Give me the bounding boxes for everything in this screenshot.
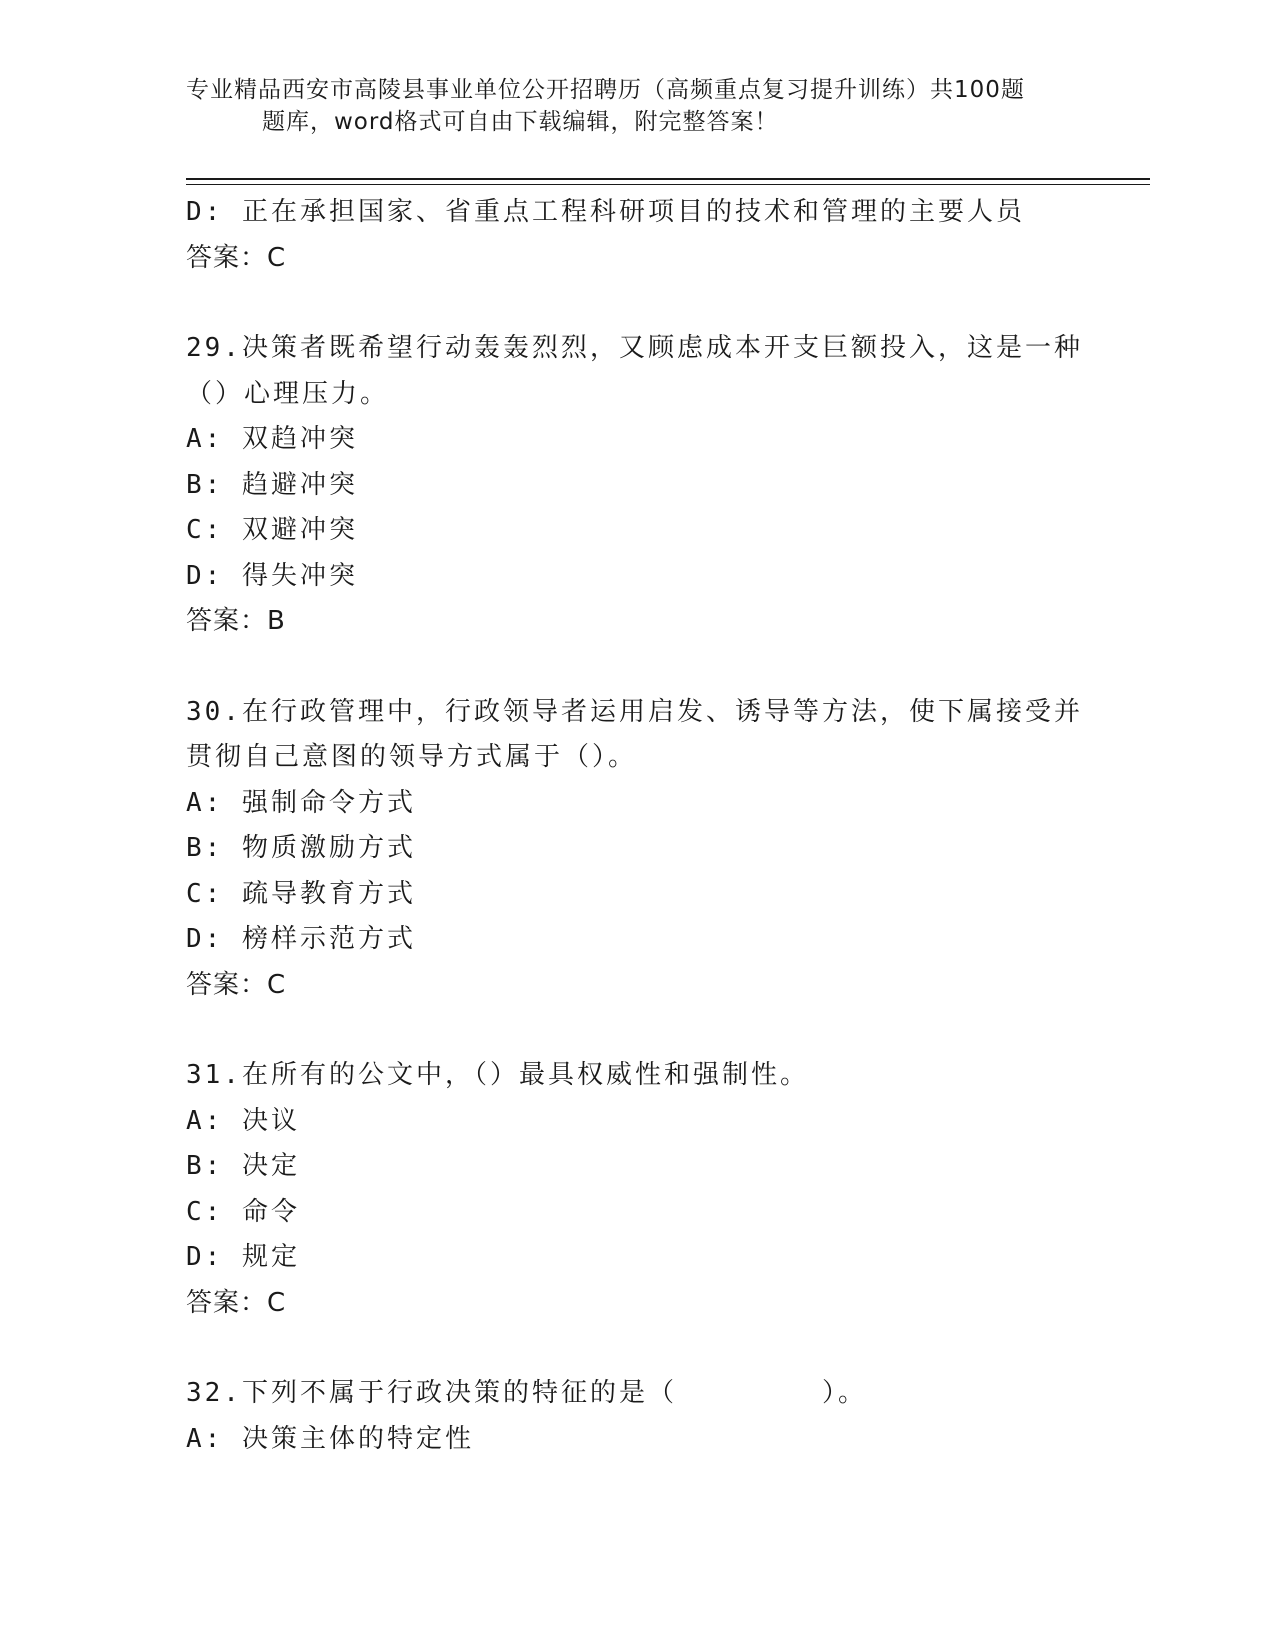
option-c: C: 疏导教育方式 (186, 878, 416, 909)
option-c: C: 双避冲突 (186, 515, 358, 545)
question-29 (186, 326, 1086, 645)
answer-line: 答案：B (186, 606, 286, 636)
header-rule-thin (186, 184, 1150, 185)
question-stem-continued: （）心理压力。 (186, 378, 390, 409)
option-b: B: 决定 (186, 1151, 300, 1181)
header-line-1: 专业精品西安市高陵县事业单位公开招聘历（高频重点复习提升训练）共100题 (186, 77, 1025, 103)
document-header (186, 74, 1066, 138)
option-b: B: 趋避冲突 (186, 469, 358, 500)
option-a: A: 决策主体的特定性 (186, 1423, 474, 1454)
option-b: B: 物质激励方式 (186, 833, 416, 863)
question-30 (186, 690, 1086, 1009)
option-a: A: 强制命令方式 (186, 787, 416, 818)
header-line-2: 题库，word格式可自由下载编辑，附完整答案！ (262, 109, 779, 135)
option-d: D: 正在承担国家、省重点工程科研项目的技术和管理的主要人员 (186, 197, 1025, 227)
header-rule-thick (186, 178, 1150, 180)
question-32 (186, 1371, 1086, 1462)
option-a: A: 双趋冲突 (186, 424, 358, 454)
previous-question-tail (186, 190, 1086, 281)
option-c: C: 命令 (186, 1196, 300, 1227)
question-stem: 30.在行政管理中，行政领导者运用启发、诱导等方法，使下属接受并 (186, 696, 1083, 727)
option-d: D: 得失冲突 (186, 560, 358, 591)
option-d: D: 规定 (186, 1242, 300, 1272)
option-d: D: 榜样示范方式 (186, 924, 416, 954)
option-a: A: 决议 (186, 1105, 300, 1136)
answer-line: 答案：C (186, 1287, 287, 1318)
question-stem-continued: 贯彻自己意图的领导方式属于（）。 (186, 742, 638, 772)
question-31 (186, 1053, 1086, 1326)
question-stem: 29.决策者既希望行动轰轰烈烈，又顾虑成本开支巨额投入，这是一种 (186, 333, 1083, 363)
answer-line: 答案：C (186, 242, 287, 273)
question-stem: 31.在所有的公文中，（）最具权威性和强制性。 (186, 1060, 809, 1090)
question-stem: 32.下列不属于行政决策的特征的是（ ）。 (186, 1378, 867, 1408)
answer-line: 答案：C (186, 969, 287, 1000)
question-list (186, 190, 1086, 1462)
